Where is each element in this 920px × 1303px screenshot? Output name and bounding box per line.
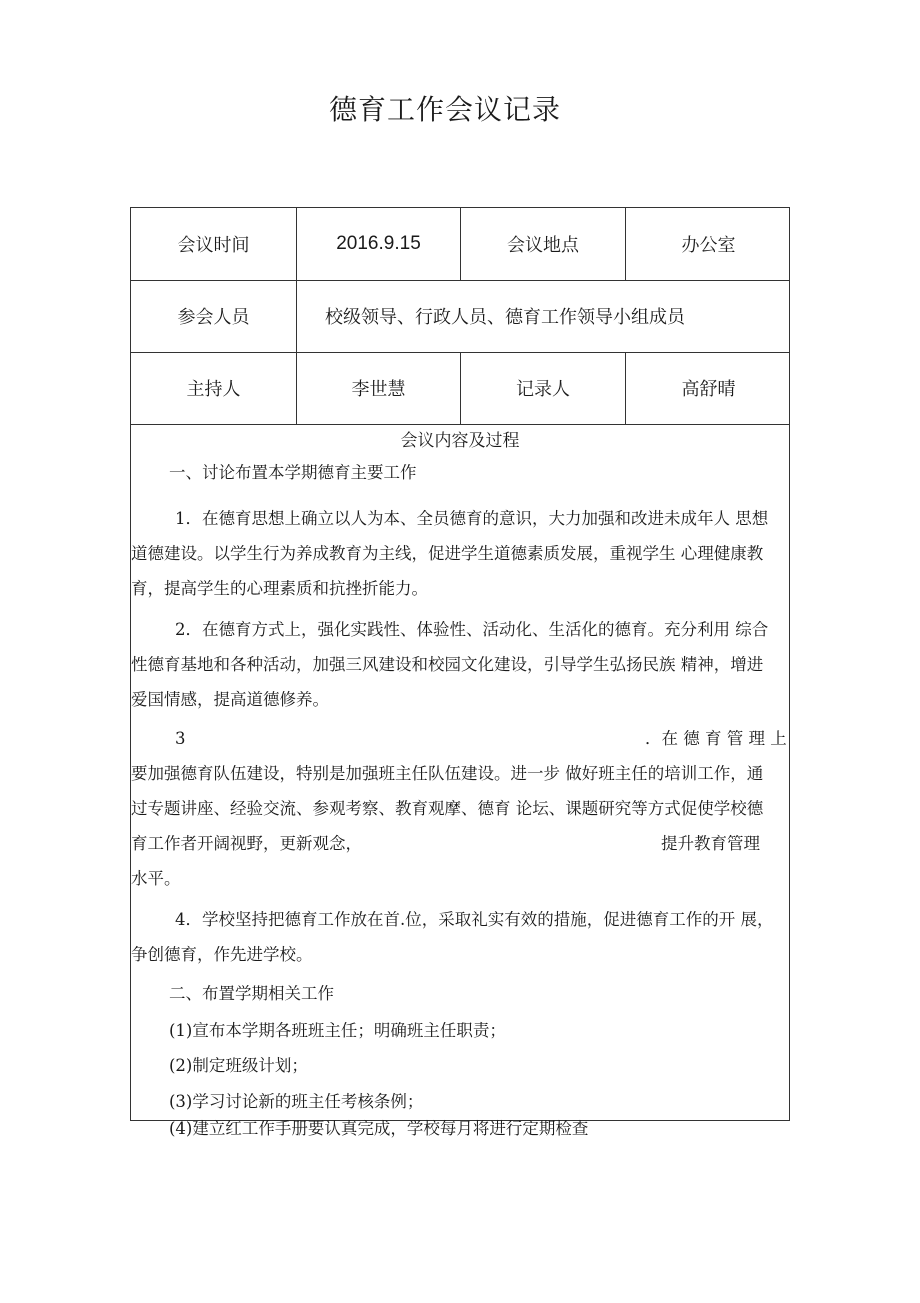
attendees-value: 校级领导、行政人员、德育工作领导小组成员 (325, 307, 685, 328)
paragraph-3-start: ．在 德 育 管 理 上 (645, 729, 787, 748)
table-row (131, 208, 789, 281)
cut-off-list-item: (4)建立红工作手册要认真完成，学校每月将进行定期检查 (169, 1119, 589, 1138)
recorder-label: 记录人 (461, 352, 626, 424)
meeting-place-value: 办公室 (681, 235, 736, 256)
section-title-2: 二、布置学期相关工作 (169, 984, 334, 1003)
meeting-place-label: 会议地点 (461, 208, 626, 280)
table-row (131, 352, 789, 425)
paragraph-4-line: 4．学校坚持把德育工作放在首.位，采取礼实有效的措施，促进德育工作的开 展， (175, 910, 774, 929)
paragraph-1-line: 道德建设。以学生行为养成教育为主线，促进学生道德素质发展，重视学生 心理健康教 (131, 544, 764, 563)
list-item: (1)宣布本学期各班班主任；明确班主任职责； (169, 1021, 506, 1040)
attendees-label: 参会人员 (131, 280, 297, 352)
recorder-value: 高舒晴 (681, 379, 736, 400)
paragraph-1-line: 育，提高学生的心理素质和抗挫折能力。 (131, 579, 428, 598)
paragraph-3-last: 水平。 (131, 869, 181, 888)
meeting-time-label: 会议时间 (131, 208, 297, 280)
host-value: 李世慧 (297, 352, 461, 424)
paragraph-3-line: 过专题讲座、经验交流、参观考察、教育观摩、德育 论坛、课题研究等方式促使学校德 (131, 799, 764, 818)
meeting-record-table (130, 207, 790, 1138)
list-item: (2)制定班级计划； (169, 1056, 308, 1075)
table-row (131, 280, 789, 353)
meeting-content (131, 425, 789, 1138)
list-item: (3)学习讨论新的班主任考核条例； (169, 1092, 424, 1111)
paragraph-4-line: 争创德育，作先进学校。 (131, 945, 313, 964)
paragraph-3-tail: 提升教育管理 (661, 834, 760, 853)
section-title-1: 一、讨论布置本学期德育主要工作 (169, 463, 417, 482)
paragraph-2-line: 2．在德育方式上，强化实践性、体验性、活动化、生活化的德育。充分利用 综合 (175, 620, 769, 639)
paragraph-2-line: 性德育基地和各种活动，加强三风建设和校园文化建设，引导学生弘扬民族 精神，增进 (131, 655, 764, 674)
meeting-time-value: 2016.9.15 (297, 208, 461, 280)
paragraph-3-line: 要加强德育队伍建设，特别是加强班主任队伍建设。进一步 做好班主任的培训工作，通 (131, 764, 764, 783)
paragraph-3-line: 育工作者开阔视野，更新观念， (131, 834, 362, 853)
paragraph-3-number: 3 (175, 729, 186, 748)
page-title: 德育工作会议记录 (328, 93, 561, 126)
paragraph-1-line: 1．在德育思想上确立以人为本、全员德育的意识，大力加强和改进未成年人 思想 (175, 509, 769, 528)
content-heading: 会议内容及过程 (400, 431, 520, 451)
paragraph-2-line: 爱国情感，提高道德修养。 (131, 690, 329, 709)
host-label: 主持人 (131, 352, 297, 424)
